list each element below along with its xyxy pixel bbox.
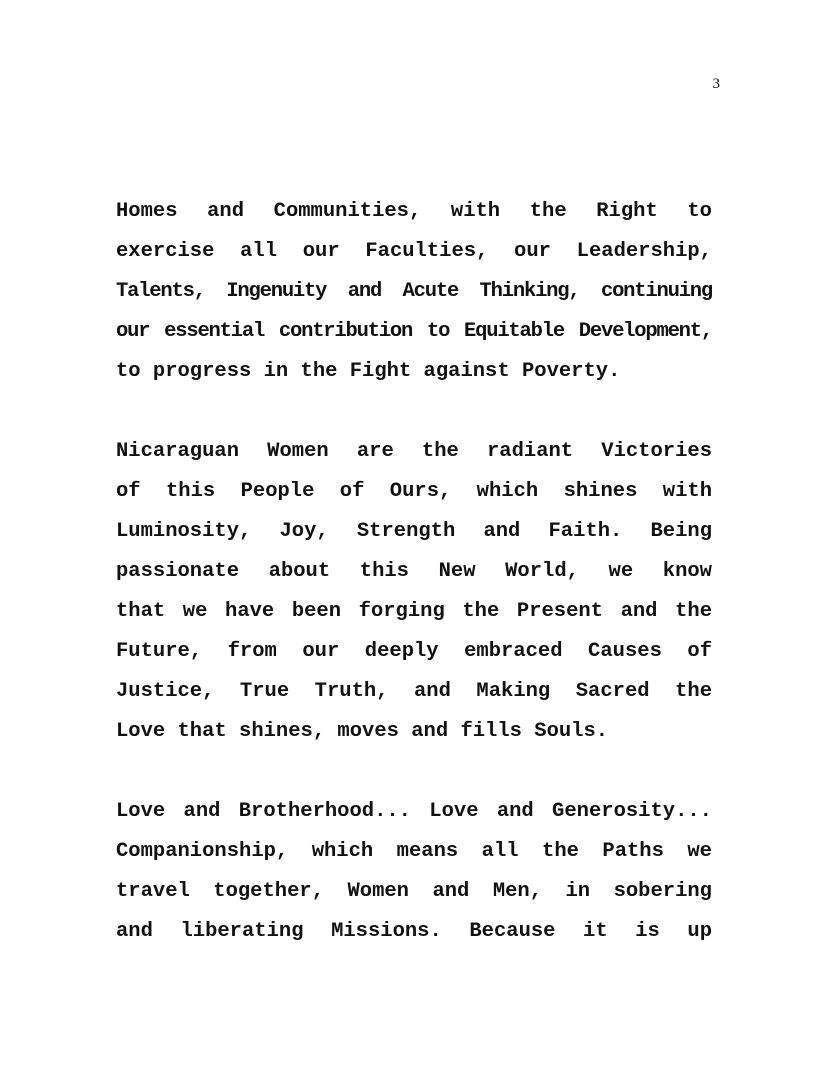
text-line: Love that shines, moves and fills Souls. <box>116 720 609 743</box>
text-line: Homes and Communities, with the Right to <box>116 200 712 223</box>
text-line: Future, from our deeply embraced Causes of <box>116 640 712 663</box>
paragraph-1 <box>116 192 712 392</box>
text-line: Talents, Ingenuity and Acute Thinking, continuing <box>116 280 712 303</box>
text-line: exercise all our Faculties, our Leadership, <box>116 240 712 263</box>
text-line: Companionship, which means all the Paths we <box>116 840 712 863</box>
paragraph-3 <box>116 792 712 952</box>
text-line: Nicaraguan Women are the radiant Victories <box>116 440 712 463</box>
text-line: and liberating Missions. Because it is up <box>116 920 712 943</box>
text-line: that we have been forging the Present and the <box>116 600 712 623</box>
paragraph-2 <box>116 432 712 752</box>
text-line: passionate about this New World, we know <box>116 560 712 583</box>
text-line: to progress in the Fight against Poverty. <box>116 360 621 383</box>
text-line: our essential contribution to Equitable Development, <box>116 320 712 343</box>
page-number: 3 <box>712 76 720 92</box>
text-line: Justice, True Truth, and Making Sacred the <box>116 680 712 703</box>
text-line: of this People of Ours, which shines with <box>116 480 712 503</box>
text-line: Luminosity, Joy, Strength and Faith. Being <box>116 520 712 543</box>
document-body <box>116 192 712 992</box>
text-line: Love and Brotherhood... Love and Generosity... <box>116 800 712 823</box>
text-line: travel together, Women and Men, in sobering <box>116 880 712 903</box>
